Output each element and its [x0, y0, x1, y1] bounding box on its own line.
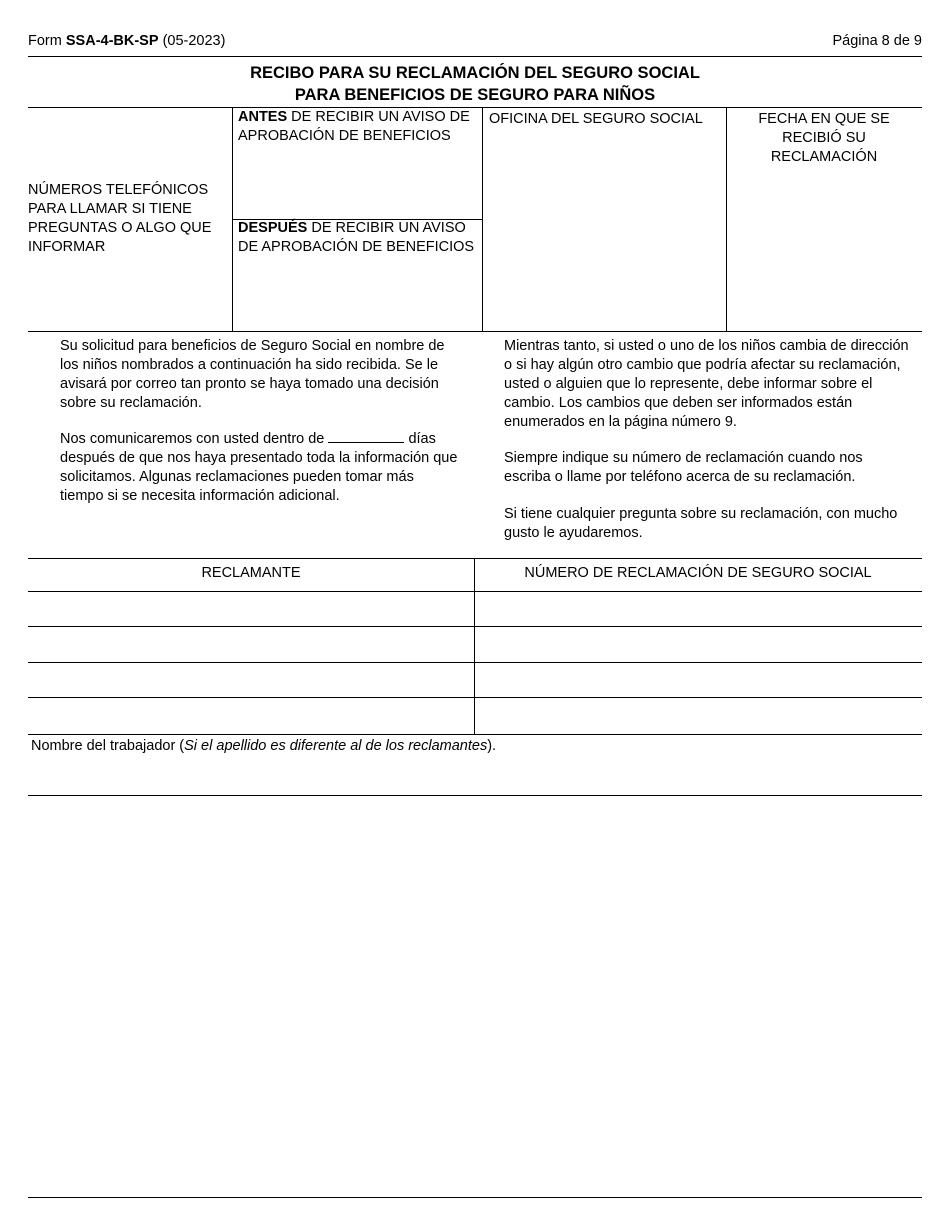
- worker-name-rule: [28, 795, 922, 796]
- claim-number-field-3[interactable]: [477, 664, 920, 696]
- worker-label-start: Nombre del trabajador (: [31, 738, 185, 754]
- claimant-field-2[interactable]: [30, 628, 472, 661]
- claim-number-field-1[interactable]: [477, 593, 920, 625]
- header-rule: [28, 56, 922, 57]
- date-received-label: FECHA EN QUE SE RECIBIÓ SU RECLAMACIÓN: [758, 111, 890, 165]
- claim-number-field-2[interactable]: [477, 628, 920, 661]
- phone-section-divider-2: [482, 107, 483, 331]
- worker-label-italic: Si el apellido es diferente al de los reclamantes: [184, 738, 488, 754]
- right-paragraph-1: Mientras tanto, si usted o uno de los niños cambia de dirección o si hay algún otro cambio que podría afectar su reclamación, usted o alguien que lo represente, debe informar sobre el cambio. Los cambios que deben ser informados están enumerados en la página número 9.: [504, 338, 909, 430]
- worker-name-field[interactable]: [28, 758, 922, 794]
- form-prefix: Form: [28, 33, 62, 49]
- before-bold: ANTES: [238, 109, 288, 125]
- after-rest: DE RECIBIR UN AVISO DE APROBACIÓN DE BENEFICIOS: [238, 220, 475, 255]
- right-paragraph-3: Si tiene cualquier pregunta sobre su reclamación, con mucho gusto le ayudaremos.: [504, 506, 898, 541]
- left-paragraph-1: Su solicitud para beneficios de Seguro Social en nombre de los niños nombrados a continuación ha sido recibida. Se le avisará por correo tan pronto se haya tomado una decisión sobre su reclamación.: [60, 338, 445, 411]
- form-date: (05-2023): [162, 33, 226, 49]
- after-approval-label: [238, 219, 478, 257]
- office-label: OFICINA DEL SEGURO SOCIAL: [489, 111, 703, 127]
- claim-table-divider: [474, 558, 475, 734]
- claim-number-field-4[interactable]: [477, 699, 920, 733]
- phone-section-divider-3: [726, 107, 727, 331]
- claim-table-row-rule: [28, 662, 922, 663]
- before-approval-label: [238, 108, 478, 146]
- footer-rule: [28, 1197, 922, 1198]
- worker-name-label: [31, 738, 496, 754]
- right-paragraph-2: Siempre indique su número de reclamación cuando nos escriba o llame por teléfono acerca de su reclamación.: [504, 450, 863, 485]
- page-number: Página 8 de 9: [832, 33, 922, 49]
- days-blank[interactable]: [328, 430, 404, 443]
- claimant-field-3[interactable]: [30, 664, 472, 696]
- form-title-line2: PARA BENEFICIOS DE SEGURO PARA NIÑOS: [294, 86, 656, 104]
- worker-label-end: ).: [487, 738, 497, 754]
- before-rest: DE RECIBIR UN AVISO DE APROBACIÓN DE BENEFICIOS: [238, 109, 470, 144]
- phone-section-bottom-rule: [28, 331, 922, 332]
- claimant-field-4[interactable]: [30, 699, 472, 733]
- left-p2-end: días después de que nos haya presentado toda la información que solicitamos. Algunas reclamaciones pueden tomar más tiempo si se necesita información adicional.: [60, 431, 458, 504]
- claim-table-bottom-rule: [28, 734, 922, 735]
- claimant-header: RECLAMANTE: [201, 565, 301, 581]
- claim-table-header-rule: [28, 591, 922, 592]
- claim-table-row-rule: [28, 697, 922, 698]
- after-bold: DESPUÉS: [238, 220, 308, 236]
- form-identifier: [28, 33, 225, 49]
- claimant-field-1[interactable]: [30, 593, 472, 625]
- claim-number-header: NÚMERO DE RECLAMACIÓN DE SEGURO SOCIAL: [524, 565, 872, 581]
- left-p2-start: Nos comunicaremos con usted dentro de: [60, 431, 325, 447]
- claim-table-top-rule: [28, 558, 922, 559]
- phone-numbers-label: NÚMEROS TELEFÓNICOS PARA LLAMAR SI TIENE PREGUNTAS O ALGO QUE INFORMAR: [28, 182, 212, 255]
- claim-table-row-rule: [28, 626, 922, 627]
- form-number: SSA-4-BK-SP: [65, 33, 159, 49]
- left-paragraph-2: [60, 430, 460, 506]
- form-title-line1: RECIBO PARA SU RECLAMACIÓN DEL SEGURO SOCIAL: [250, 64, 700, 82]
